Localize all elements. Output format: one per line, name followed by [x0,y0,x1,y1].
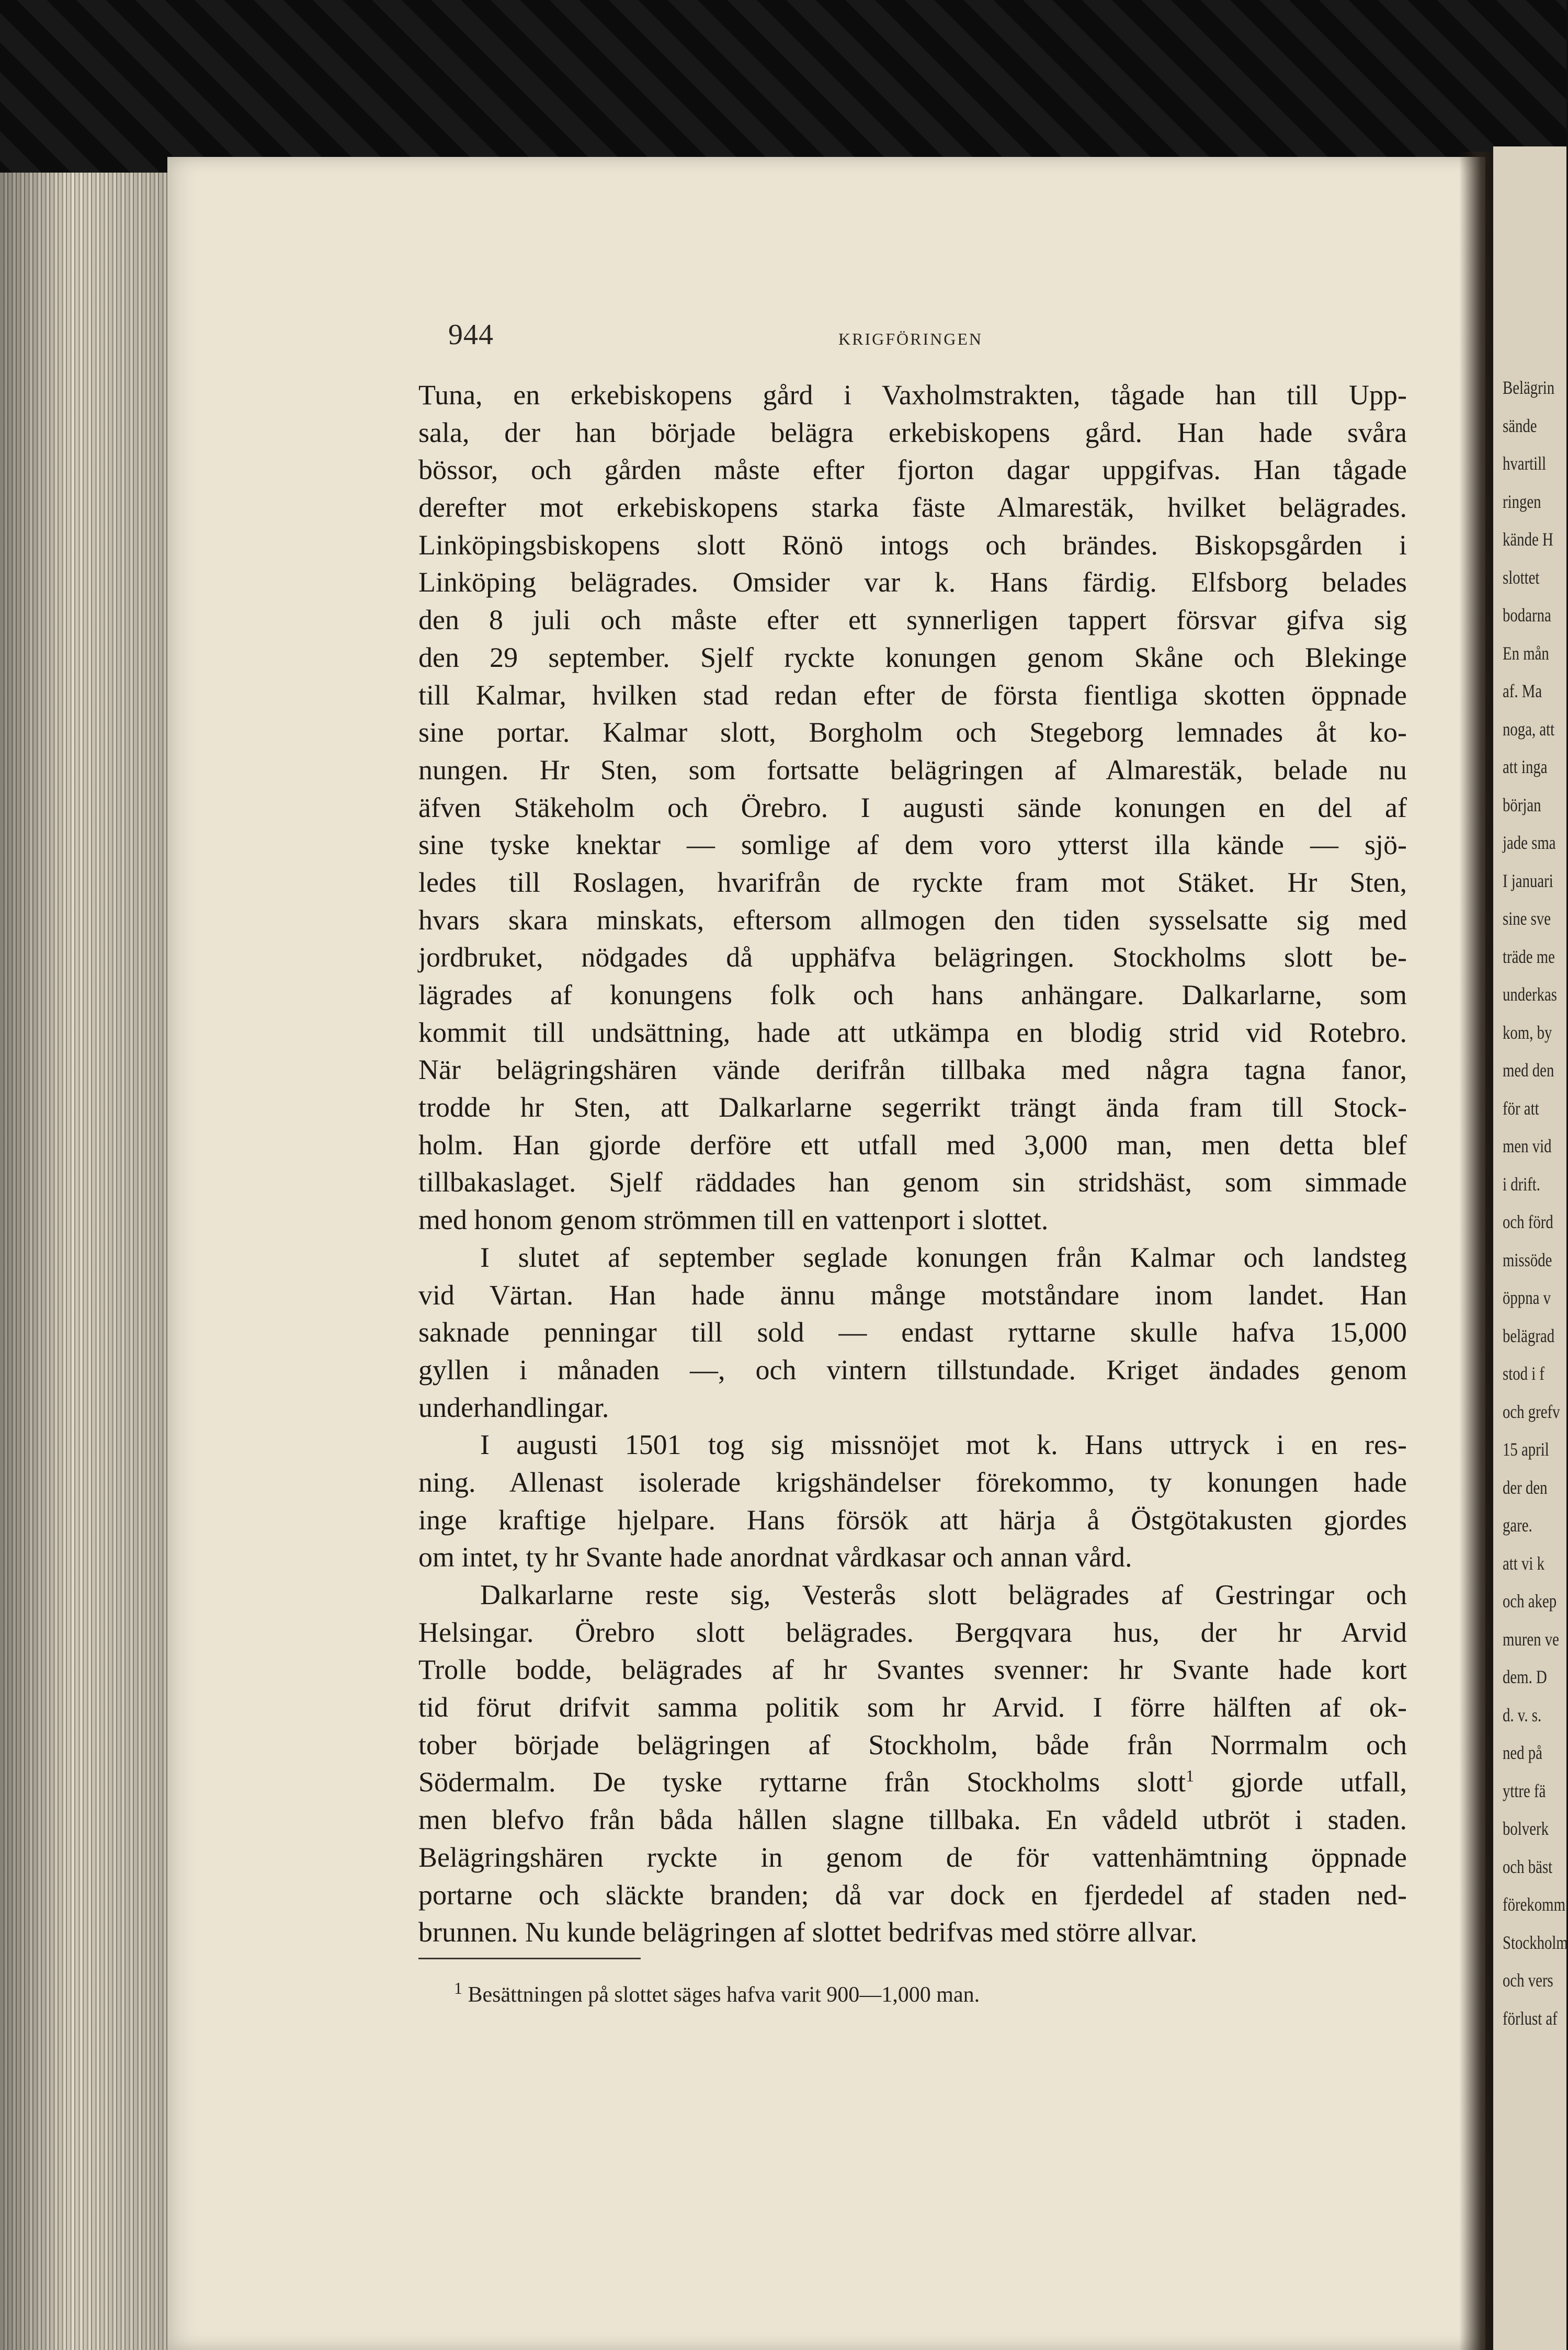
text-line: vid Värtan. Han hade ännu månge motståndare inom landet. Han [418,1279,1407,1311]
text-line: med honom genom strömmen till en vattenport i slottet. [418,1204,1049,1236]
text-line: jordbruket, nödgades då upphäfva belägringen. Stockholms slott be- [418,941,1407,973]
facing-page-fragment: sine sve [1503,908,1551,929]
facing-page-fragment: 15 april [1503,1439,1549,1460]
text-line: nungen. Hr Sten, som fortsatte belägringen af Almarestäk, belade nu [418,754,1407,786]
text-line: gyllen i månaden —, och vintern tillstundade. Kriget ändades genom [418,1354,1407,1386]
book-page-edges-shade [0,173,178,2350]
text-line: holm. Han gjorde derföre ett utfall med 3,000 man, men detta blef [418,1129,1407,1161]
text-line: tober började belägringen af Stockholm, både från Norrmalm och [418,1729,1407,1761]
text-line: derefter mot erkebiskopens starka fäste Almarestäk, hvilket belägrades. [418,492,1407,524]
text-line: tid förut drifvit samma politik som hr Arvid. I förre hälften af ok- [418,1691,1407,1723]
chapter-title: KRIGFÖRINGEN [838,330,983,348]
facing-page-fragment: med den [1503,1060,1554,1081]
facing-page-fragment: för att [1503,1097,1539,1119]
text-line: Belägringshären ryckte in genom de för vattenhämtning öppnade [418,1841,1407,1873]
text-line: Trolle bodde, belägrades af hr Svantes svenner: hr Svante hade kort [418,1654,1407,1686]
text-line: till Kalmar, hvilken stad redan efter de första fientliga skotten öppnade [418,679,1407,711]
text-line: ning. Allenast isolerade krigshändelser förekommo, ty konungen hade [418,1466,1407,1498]
facing-page-fragment: och bäst [1503,1856,1553,1877]
text-line: inge kraftige hjelpare. Hans försök att härja å Östgötakusten gjordes [418,1504,1407,1536]
facing-page-fragment: kom, by [1503,1021,1552,1043]
facing-page-fragment: ringen [1503,491,1541,512]
text-line: äfven Stäkeholm och Örebro. I augusti sände konungen en del af [418,791,1407,823]
footnote-rule [418,1958,641,1959]
facing-page-fragment: bodarna [1503,605,1551,626]
facing-page-fragment: sände [1503,415,1537,436]
facing-page-fragment: träde me [1503,946,1555,967]
facing-page-fragment: jade sma [1503,832,1556,853]
text-line: sala, der han började belägra erkebiskopens gård. Han hade svåra [418,416,1407,448]
text-line: Tuna, en erkebiskopens gård i Vaxholmstrakten, tågade han till Upp- [418,379,1407,411]
facing-page [1493,146,1566,2350]
text-line: underhandlingar. [418,1391,609,1423]
facing-page-fragment: att inga [1503,756,1548,777]
facing-page-fragment: förlust af [1503,2007,1558,2029]
facing-page-fragment: I januari [1503,870,1553,891]
text-line: brunnen. Nu kunde belägringen af slottet bedrifvas med större allvar. [418,1916,1198,1948]
text-line: kommit till undsättning, hade att utkämpa en blodig strid vid Rotebro. [418,1016,1407,1048]
facing-page-fragment: kände H [1503,529,1553,550]
facing-page-fragment: Stockholm [1503,1932,1568,1953]
footnote [454,1979,980,2007]
paragraph-start-line: I slutet af september seglade konungen från Kalmar och landsteg [480,1241,1407,1273]
text-line: hvars skara minskats, eftersom allmogen den tiden sysselsatte sig med [418,904,1407,936]
facing-page-fragment: och vers [1503,1970,1553,1991]
facing-page-fragment: stod i f [1503,1363,1545,1384]
facing-page-fragment: och grefv [1503,1401,1560,1422]
text-line: När belägringshären vände derifrån tillbaka med några tagna fanor, [418,1054,1407,1086]
text-line: trodde hr Sten, att Dalkarlarne segerrikt trängt ända fram till Stock- [418,1092,1407,1123]
facing-page-fragment: En mån [1503,642,1549,664]
facing-page-fragment: underkas [1503,984,1557,1005]
facing-page-fragment: ned på [1503,1742,1542,1763]
running-head [0,318,1566,355]
text-line: den 8 juli och måste efter ett synnerligen tappert försvar gifva sig [418,604,1407,636]
paragraph-start-line: I augusti 1501 tog sig missnöjet mot k. Hans uttryck i en res- [480,1429,1407,1461]
facing-page-fragment: yttre fä [1503,1780,1546,1801]
facing-page-fragment: Belägrin [1503,377,1555,398]
facing-page-fragment: muren ve [1503,1628,1559,1650]
text-line: men blefvo från båda hållen slagne tillbaka. En vådeld utbröt i staden. [418,1804,1407,1836]
facing-page-fragment: förekomm [1503,1894,1565,1915]
facing-page-fragment: belägrad [1503,1325,1555,1346]
footnote-reference[interactable]: 1 [1186,1766,1195,1786]
text-line: portarne och släckte branden; då var dock en fjerdedel af staden ned- [418,1879,1407,1911]
facing-page-fragment: d. v. s. [1503,1704,1542,1725]
text-line: lägrades af konungens folk och hans anhängare. Dalkarlarne, som [418,979,1407,1011]
facing-page-fragment: gare. [1503,1515,1532,1536]
facing-page-fragment: men vid [1503,1136,1552,1156]
text-line: bössor, och gården måste efter fjorton dagar uppgifvas. Han tågade [418,454,1407,486]
facing-page-fragment: af. Ma [1503,680,1542,701]
facing-page-fragment: bolverk [1503,1818,1549,1839]
text-line-with-note [418,1764,1407,1801]
text-line-tail: gjorde utfall, [1231,1766,1407,1798]
page-number: 944 [448,319,494,351]
footnote-text: Besättningen på slottet säges hafva varit 900—1,000 man. [468,1983,980,2007]
text-line-head: Södermalm. De tyske ryttarne från Stockholms slott [418,1766,1186,1798]
gutter-shadow [1459,152,1496,2350]
text-line: Linköping belägrades. Omsider var k. Hans färdig. Elfsborg belades [418,566,1407,598]
text-line: tillbakaslaget. Sjelf räddades han genom sin stridshäst, som simmade [418,1166,1407,1198]
text-line: den 29 september. Sjelf ryckte konungen genom Skåne och Blekinge [418,641,1407,673]
facing-page-fragment: der den [1503,1477,1548,1498]
facing-page-fragment: början [1503,794,1541,815]
body-text [418,377,1407,1951]
footnote-marker: 1 [454,1979,462,1997]
text-line: ledes till Roslagen, hvarifrån de ryckte fram mot Stäket. Hr Sten, [418,866,1407,898]
facing-page-fragment: dem. D [1503,1666,1547,1687]
facing-page-fragment: missöde [1503,1249,1552,1270]
paragraph-start-line: Dalkarlarne reste sig, Vesterås slott belägrades af Gestringar och [480,1579,1407,1610]
facing-page-fragment: öppna v [1503,1287,1551,1308]
text-line: Helsingar. Örebro slott belägrades. Bergqvara hus, der hr Arvid [418,1616,1407,1648]
facing-page-fragment: i drift. [1503,1173,1540,1195]
facing-page-fragment: att vi k [1503,1552,1544,1574]
text-line: sine tyske knektar — somlige af dem voro ytterst illa kände — sjö- [418,829,1407,861]
text-line: saknade penningar till sold — endast ryttarne skulle hafva 15,000 [418,1316,1407,1348]
facing-page-fragment: hvartill [1503,453,1547,474]
facing-page-fragment: och förd [1503,1211,1553,1232]
text-line: Linköpingsbiskopens slott Rönö intogs och brändes. Biskopsgården i [418,529,1407,561]
text-line: om intet, ty hr Svante hade anordnat vårdkasar och annan vård. [418,1541,1132,1573]
text-line: sine portar. Kalmar slott, Borgholm och Stegeborg lemnades åt ko- [418,717,1407,748]
facing-page-fragment: och akep [1503,1591,1557,1611]
facing-page-fragment: noga, att [1503,718,1555,740]
facing-page-fragment: slottet [1503,566,1540,588]
